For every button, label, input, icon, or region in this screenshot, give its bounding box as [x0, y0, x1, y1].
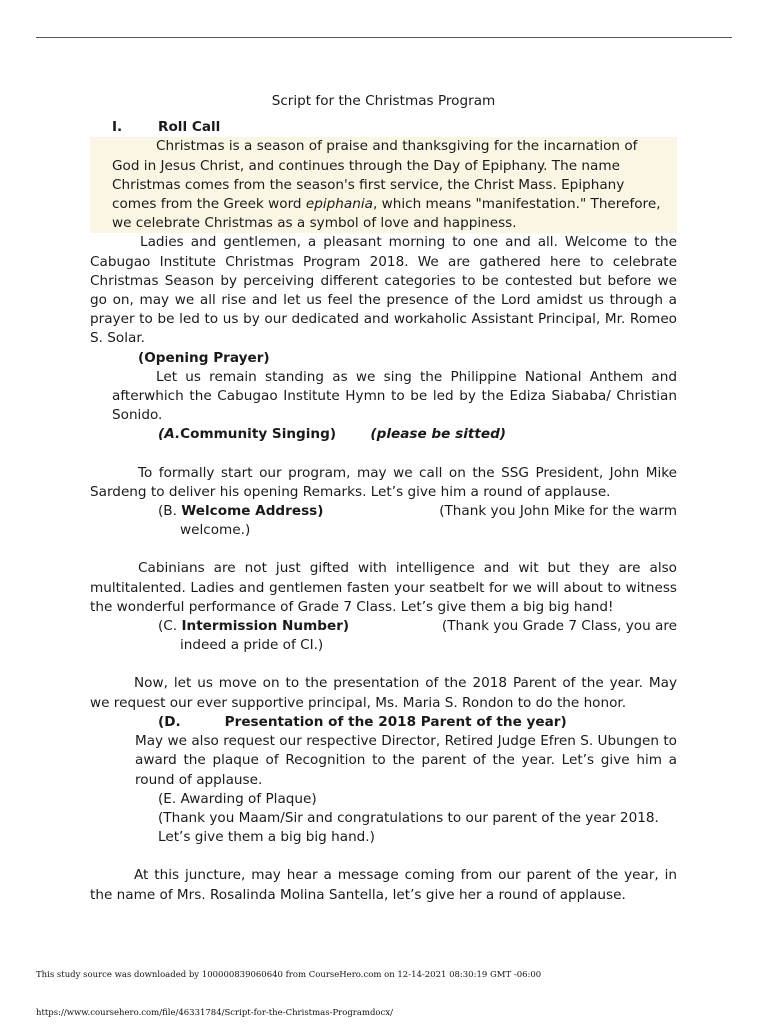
- intro-line: we celebrate Christmas as a symbol of love and happiness.: [112, 215, 517, 232]
- cabinians-paragraph: Cabinians are not just gifted with intelligence and wit but they are also multitalented. Ladies and gentlemen fasten your seatbelt for we will about to witness the wonderful performance of Grade 7 Class. Let’s give them a big big hand!: [90, 560, 677, 615]
- welcome-paragraph: Ladies and gentlemen, a pleasant morning to one and all. Welcome to the Cabugao Institute Christmas Program 2018. We are gathered here to celebrate Christmas Season by perceiving different categories to be contested but before we go on, may we all rise and let us feel the presence of the Lord amidst us through a prayer to be led to us by our dedicated and workaholic Assistant Principal, Mr. Romeo S. Solar.: [90, 234, 677, 347]
- cue-c: (C. Intermission Number) (Thank you Grade 7 Class, you are: [90, 617, 677, 636]
- intro-line: comes from the Greek word epiphania, which means "manifestation." Therefore,: [112, 196, 661, 213]
- thanks-paragraph: (Thank you Maam/Sir and congratulations to our parent of the year 2018. Let’s give them a big big hand.): [158, 809, 659, 846]
- opening-prayer-heading: (Opening Prayer): [138, 349, 270, 366]
- cue-a-note: (please be sitted): [370, 426, 507, 443]
- cue-a: (A.Community Singing) (please be sitted): [158, 426, 507, 443]
- cue-c-note-cont: indeed a pride of CI.): [180, 637, 324, 654]
- document-title: Script for the Christmas Program: [271, 93, 496, 109]
- director-paragraph: May we also request our respective Director, Retired Judge Efren S. Ubungen to award the plaque of Recognition to the parent of the year. Let’s give him a round of applause.: [135, 733, 677, 788]
- download-source-note: This study source was downloaded by 100000839060640 from CourseHero.com on 12-14-2021 08:30:19 GMT -06:00: [36, 970, 542, 980]
- cue-e: (E. Awarding of Plaque): [158, 790, 317, 807]
- anthem-paragraph: Let us remain standing as we sing the Philippine National Anthem and afterwhich the Cabugao Institute Hymn to be led by the Ediza Siababa/ Christian Sonido.: [112, 368, 677, 424]
- intro-paragraph: [90, 137, 677, 233]
- cue-c-note: (Thank you Grade 7 Class, you are: [441, 618, 677, 635]
- section-heading: [90, 118, 677, 137]
- intro-line: Christmas is a season of praise and thanksgiving for the incarnation of: [156, 138, 638, 155]
- section-number: I.: [112, 119, 123, 136]
- intro-line: God in Jesus Christ, and continues through the Day of Epiphany. The name: [112, 157, 620, 174]
- header-rule: [36, 37, 732, 38]
- cue-d: (D. Presentation of the 2018 Parent of the year): [158, 713, 567, 730]
- source-url[interactable]: https://www.coursehero.com/file/46331784/Script-for-the-Christmas-Programdocx/: [36, 1008, 393, 1018]
- cue-b-note-cont: welcome.): [180, 522, 251, 539]
- epiphania-word: epiphania: [305, 196, 373, 213]
- parent-intro-paragraph: Now, let us move on to the presentation of the 2018 Parent of the year. May we request our ever supportive principal, Ms. Maria S. Rondon to do the honor.: [90, 675, 677, 711]
- juncture-paragraph: At this juncture, may hear a message coming from our parent of the year, in the name of Mrs. Rosalinda Molina Santella, let’s give her a round of applause.: [90, 867, 677, 903]
- cue-b-note: (Thank you John Mike for the warm: [439, 503, 677, 520]
- document-body: [90, 88, 677, 905]
- cue-b: (B. Welcome Address) (Thank you John Mike for the warm: [90, 502, 677, 521]
- section-label: Roll Call: [158, 119, 221, 136]
- intro-line: Christmas comes from the season's first service, the Christ Mass. Epiphany: [112, 176, 625, 193]
- ssg-paragraph: To formally start our program, may we call on the SSG President, John Mike Sardeng to deliver his opening Remarks. Let’s give him a round of applause.: [90, 464, 677, 500]
